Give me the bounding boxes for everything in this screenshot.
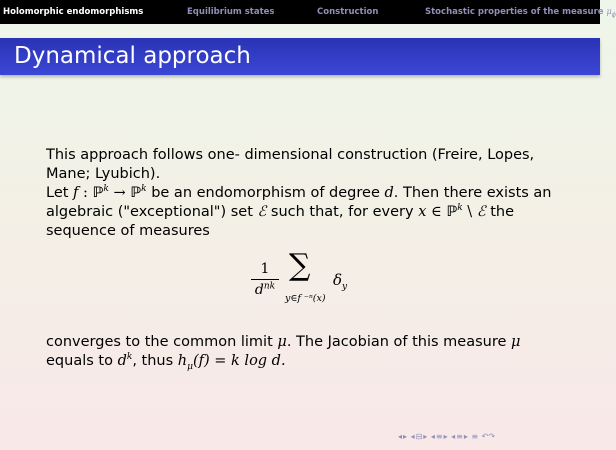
text-endomorphism: be an endomorphism of degree (146, 185, 385, 201)
summation-sign: ∑ (289, 248, 311, 283)
dirac-delta (333, 271, 347, 290)
math-in: ∈ (426, 204, 447, 220)
nav-prev-subsection-icon[interactable]: ◂ (410, 432, 415, 441)
math-exceptional-set: ℰ (476, 204, 486, 220)
summation-subscript: y∈f ⁻ⁿ(x) (285, 293, 326, 304)
math-projective-space: ℙ (130, 185, 142, 201)
fraction (251, 261, 279, 298)
math-k: k (457, 203, 463, 214)
text-converges: converges to the common limit (46, 334, 278, 350)
nav-item-stochastic-properties[interactable] (425, 7, 616, 17)
slide-title: Dynamical approach (14, 43, 251, 69)
math-d: d (254, 282, 264, 298)
math-h: h (177, 353, 188, 369)
math-entropy-formula: (f) = k log d. (192, 353, 286, 369)
math-arrow: → (108, 185, 131, 201)
text-jacobian: . The Jacobian of this measure (286, 334, 512, 350)
beamer-navigation-symbols (398, 432, 593, 444)
nav-item-equilibrium-states[interactable]: Equilibrium states (187, 7, 275, 17)
nav-next-frame-icon[interactable]: ▸ (403, 432, 408, 441)
nav-next-doc-icon[interactable]: ▸ (463, 432, 468, 441)
text-exceptional-set: . Then there exists an algebraic ("exceptional") set (46, 185, 552, 220)
nav-item-holomorphic-endomorphisms[interactable]: Holomorphic endomorphisms (3, 7, 144, 17)
nav-prev-section-icon[interactable]: ◂ (430, 432, 435, 441)
nav-item-construction[interactable]: Construction (317, 7, 379, 17)
math-nk: nk (263, 281, 276, 292)
math-f: f (73, 185, 79, 201)
fraction-denominator (251, 282, 279, 298)
paragraph-convergence (46, 333, 566, 371)
nav-measure-subscript: ϕ (611, 11, 616, 19)
text-equals-to: equals to (46, 353, 118, 369)
nav-next-section-icon[interactable]: ▸ (443, 432, 448, 441)
paragraph-definition (46, 184, 566, 241)
math-projective-space: ℙ (92, 185, 104, 201)
text-for-every: such that, for every (266, 204, 419, 220)
math-d: d (384, 185, 394, 201)
math-k: k (126, 352, 133, 363)
nav-next-subsection-icon[interactable]: ▸ (423, 432, 428, 441)
fraction-bar (251, 279, 279, 280)
math-mu: μ (187, 361, 193, 372)
slide-body (46, 146, 566, 371)
text-thus: , thus (132, 353, 178, 369)
paragraph-intro: This approach follows one- dimensional construction (Freire, Lopes, Mane; Lyubich). (46, 147, 535, 182)
text-let: Let (46, 185, 74, 201)
nav-measure-symbol: μ (606, 7, 612, 16)
nav-item-stochastic-label: Stochastic properties of the measure (425, 7, 604, 17)
math-exceptional-set: ℰ (257, 204, 267, 220)
nav-prev-frame-icon[interactable]: ◂ (398, 432, 403, 441)
math-mu: μ (277, 334, 287, 350)
math-mu: μ (511, 334, 521, 350)
math-k: k (141, 184, 147, 195)
display-formula (46, 247, 566, 329)
math-d: d (117, 353, 127, 369)
slide-title-bar (0, 38, 600, 75)
nav-prev-doc-icon[interactable]: ◂ (451, 432, 456, 441)
math-delta: δ (333, 271, 343, 289)
nav-toc-icon[interactable]: ≡ (471, 432, 479, 441)
nav-section-icon[interactable]: ≡ (435, 432, 443, 441)
nav-subsection-icon[interactable]: ⊟ (415, 432, 423, 441)
math-projective-space: ℙ (446, 204, 458, 220)
math-setminus: \ (462, 204, 477, 220)
math-y: y (342, 282, 348, 292)
nav-back-forward-icon[interactable]: ↶↷ (481, 432, 496, 441)
math-x: x (418, 204, 427, 220)
top-navigation-bar (0, 0, 616, 24)
math-k: k (103, 184, 109, 195)
text-sequence-of-measures: the sequence of measures (46, 204, 514, 239)
nav-doc-icon[interactable]: ≡ (456, 432, 463, 441)
math-colon: : (78, 185, 93, 201)
fraction-numerator: 1 (260, 261, 270, 277)
